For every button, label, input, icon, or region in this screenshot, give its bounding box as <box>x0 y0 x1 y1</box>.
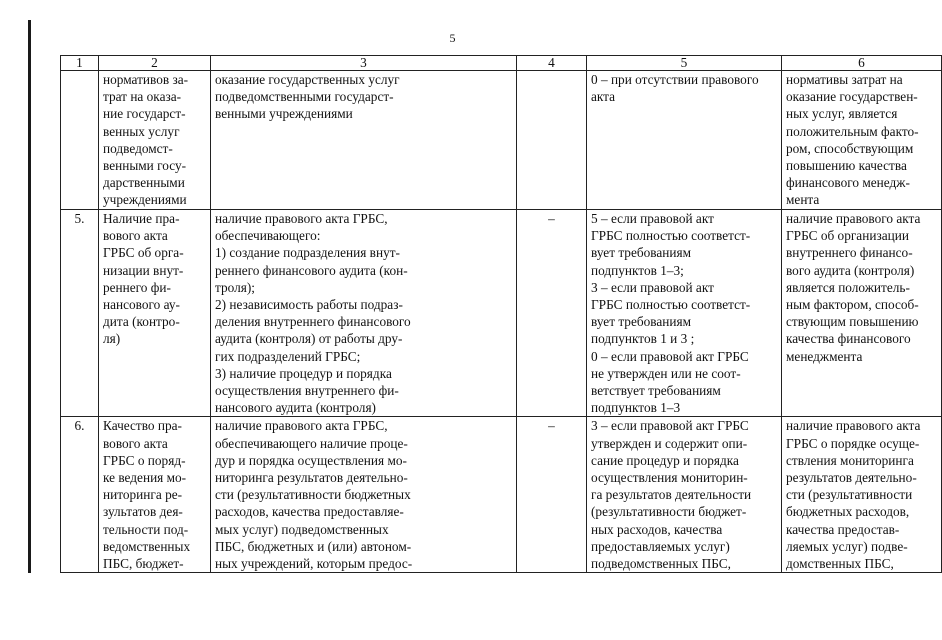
page-bottom <box>0 573 905 640</box>
indicators-table <box>60 55 942 573</box>
header-cell-6: 6 <box>782 56 942 71</box>
assessment-criteria: 3 – если правовой акт ГРБС утвержден и содержит опи- сание процедур и порядка осуществления мониторин- га результатов деятельности (результативности бюджет- ных расходов, качества предоставляемых услуг) подведомственных ПБС, <box>587 417 782 573</box>
indicator-value: – <box>517 210 587 417</box>
row-number: 5. <box>61 210 99 417</box>
indicator-name: нормативов за- трат на оказа- ние государст- венных услуг подведомст- венными госу- дарственными учреждениями <box>99 71 211 210</box>
header-cell-3: 3 <box>211 56 517 71</box>
header-cell-2: 2 <box>99 56 211 71</box>
calculation-rule: наличие правового акта ГРБС, обеспечивающего: 1) создание подразделения внут- реннего финансового аудита (кон- троля); 2) независимость работы подраз- деления внутреннего финансового аудита (контроля) от работы дру- гих подразделений ГРБС; 3) наличие процедур и порядка осуществления внутреннего фи- нансового аудита (контроля) <box>211 210 517 417</box>
indicator-value <box>517 71 587 210</box>
header-cell-1: 1 <box>61 56 99 71</box>
indicator-name: Качество пра- вового акта ГРБС о поряд- ке ведения мо- ниторинга ре- зультатов дея- тельности под- ведомственных ПБС, бюджет- <box>99 417 211 573</box>
table-bottom-border <box>60 572 873 573</box>
comment: наличие правового акта ГРБС об организации внутреннего финансо- вого аудита (контроля) является положитель- ным фактором, способ- ствующим повышению качества финансового менеджмента <box>782 210 942 417</box>
calculation-rule: оказание государственных услуг подведомственными государст- венными учреждениями <box>211 71 517 210</box>
calculation-rule: наличие правового акта ГРБС, обеспечивающего наличие проце- дур и порядка осуществления мо- ниторинга результатов деятельно- сти (результативности бюджетных расходов, качества предоставляе- мых услуг) подведомственных ПБС, бюджетных и (или) автоном- ных учреждений, которым предос- <box>211 417 517 573</box>
page-number: 5 <box>449 31 456 45</box>
header-cell-5: 5 <box>587 56 782 71</box>
assessment-criteria: 0 – при отсутствии правового акта <box>587 71 782 210</box>
assessment-criteria: 5 – если правовой акт ГРБС полностью соответст- вует требованиям подпунктов 1–3; 3 – если правовой акт ГРБС полностью соответст- вует требованиям подпунктов 1 и 3 ; 0 – если правовой акт ГРБС не утвержден или не соот- ветствует требованиям подпунктов 1–3 <box>587 210 782 417</box>
table-row <box>61 417 942 573</box>
indicator-name: Наличие пра- вового акта ГРБС об орга- низации внут- реннего фи- нансового ау- дита (контро- ля) <box>99 210 211 417</box>
row-number: 6. <box>61 417 99 573</box>
comment: наличие правового акта ГРБС о порядке осуще- ствления мониторинга результатов деятельно- сти (результативности бюджетных расходов, качества предостав- ляемых услуг) подве- домственных ПБС, <box>782 417 942 573</box>
scan-edge <box>28 20 31 632</box>
row-number <box>61 71 99 210</box>
indicator-value: – <box>517 417 587 573</box>
comment: нормативы затрат на оказание государствен- ных услуг, является положительным факто- ром, способствующим повышению качества финансового менедж- мента <box>782 71 942 210</box>
table-row <box>61 71 942 210</box>
table-row <box>61 210 942 417</box>
table-header-row <box>61 56 942 71</box>
header-cell-4: 4 <box>517 56 587 71</box>
